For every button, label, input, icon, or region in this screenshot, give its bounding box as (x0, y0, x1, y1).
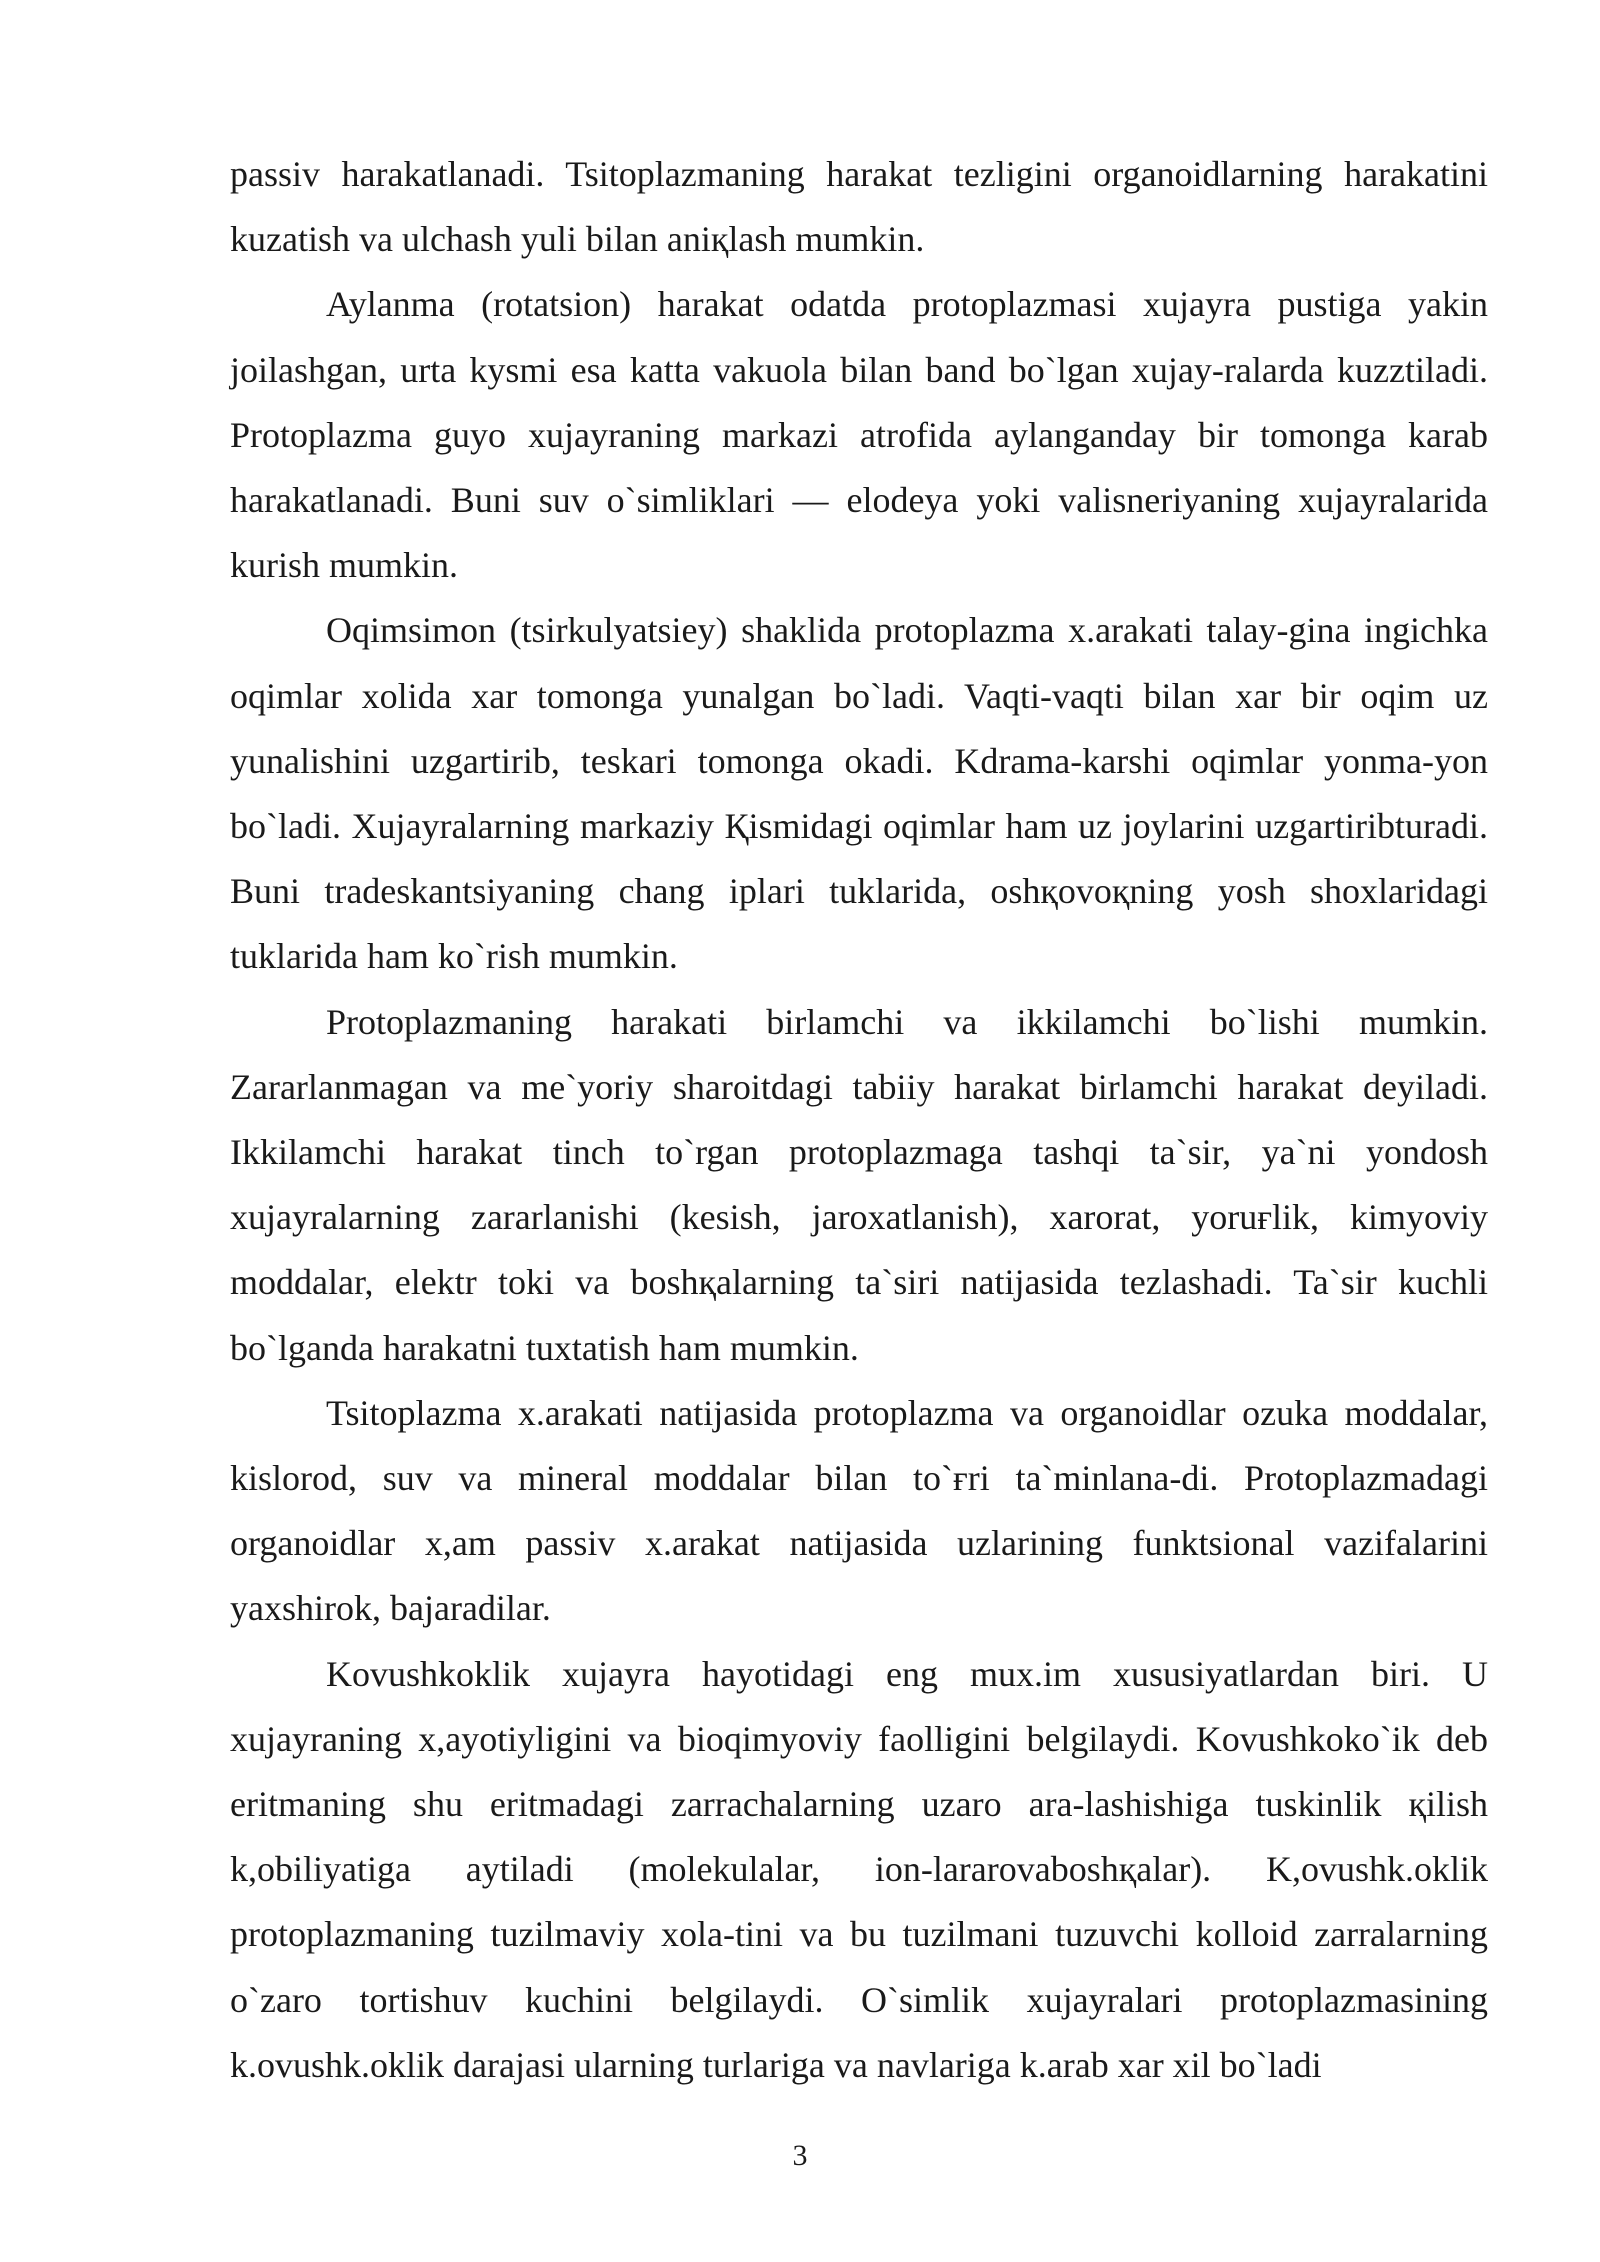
paragraph-primary-secondary-movement: Protoplazmaning harakati birlamchi va ikkilamchi bo`lishi mumkin. Zararlanmagan va me`yoriy sharoitdagi tabiiy harakat birlamchi harakat deyiladi. Ikkilamchi harakat tinch to`rgan protoplazmaga tashqi ta`sir, ya`ni yondosh xujayralarning zararlanishi (kesish, jaroxatlanish), xarorat, yoruғlik, kimyoviy moddalar, elektr toki va boshқalarning ta`siri natijasida tezlashadi. Ta`sir kuchli bo`lganda harakatni tuxtatish ham mumkin. (230, 1001, 1488, 1368)
paragraph-rotational-movement: Aylanma (rotatsion) harakat odatda protoplazmasi xujayra pustiga yakin joilashgan, urta kysmi esa katta vakuola bilan band bo`lgan xujay-ralarda kuzztiladi. Protoplazma guyo xujayraning markazi atrofida aylanganday bir tomonga karab harakatlanadi. Buni suv o`simliklari — elodeya yoki valisneriyaning xujayralarida kurish mumkin. (230, 284, 1488, 586)
page-body (230, 142, 1488, 2098)
paragraph-cytoplasm-movement-result: Tsitoplazma x.arakati natijasida protoplazma va organoidlar ozuka moddalar, kislorod, suv va mineral moddalar bilan to`ғri ta`minlana-di. Protoplazmadagi organoidlar x,am passiv x.arakat natijasida uzlarining funktsional vazifalarini yaxshirok, bajaradilar. (230, 1392, 1488, 1629)
paragraph-viscosity: Kovushkoklik xujayra hayotidagi eng mux.im xususiyatlardan biri. U xujayraning x,ayotiyligini va bioqimyoviy faolligini belgilaydi. Kovushkoko`ik deb eritmaning shu eritmadagi zarrachalarning uzaro ara-lashishiga tuskinlik қilish k,obiliyatiga aytiladi (molekulalar, ion-lararovaboshқalar). K,ovushk.oklik protoplazmaning tuzilmaviy xola-tini va bu tuzilmani tuzuvchi kolloid zarralarning o`zaro tortishuv kuchini belgilaydi. O`simlik xujayralari protoplazmasining k.ovushk.oklik darajasi ularning turlariga va navlariga k.arab xar xil bo`ladi (230, 1653, 1488, 2085)
page-number: 3 (792, 2139, 808, 2172)
paragraph-continuation: passiv harakatlanadi. Tsitoplazmaning harakat tezligini organoidlarning harakatini kuzatish va ulchash yuli bilan aniқlash mumkin. (230, 154, 1488, 260)
paragraph-circulation-movement: Oqimsimon (tsirkulyatsiey) shaklida protoplazma x.arakati talay-gina ingichka oqimlar xolida xar tomonga yunalgan bo`ladi. Vaqti-vaqti bilan xar bir oqim uz yunalishini uzgartirib, teskari tomonga okadi. Kdrama-karshi oqimlar yonma-yon bo`ladi. Xujayralarning markaziy Қismidagi oqimlar ham uz joylarini uzgartiribturadi. Buni tradeskantsiyaning chang iplari tuklarida, oshқovoқning yosh shoxlaridagi tuklarida ham ko`rish mumkin. (230, 610, 1488, 977)
